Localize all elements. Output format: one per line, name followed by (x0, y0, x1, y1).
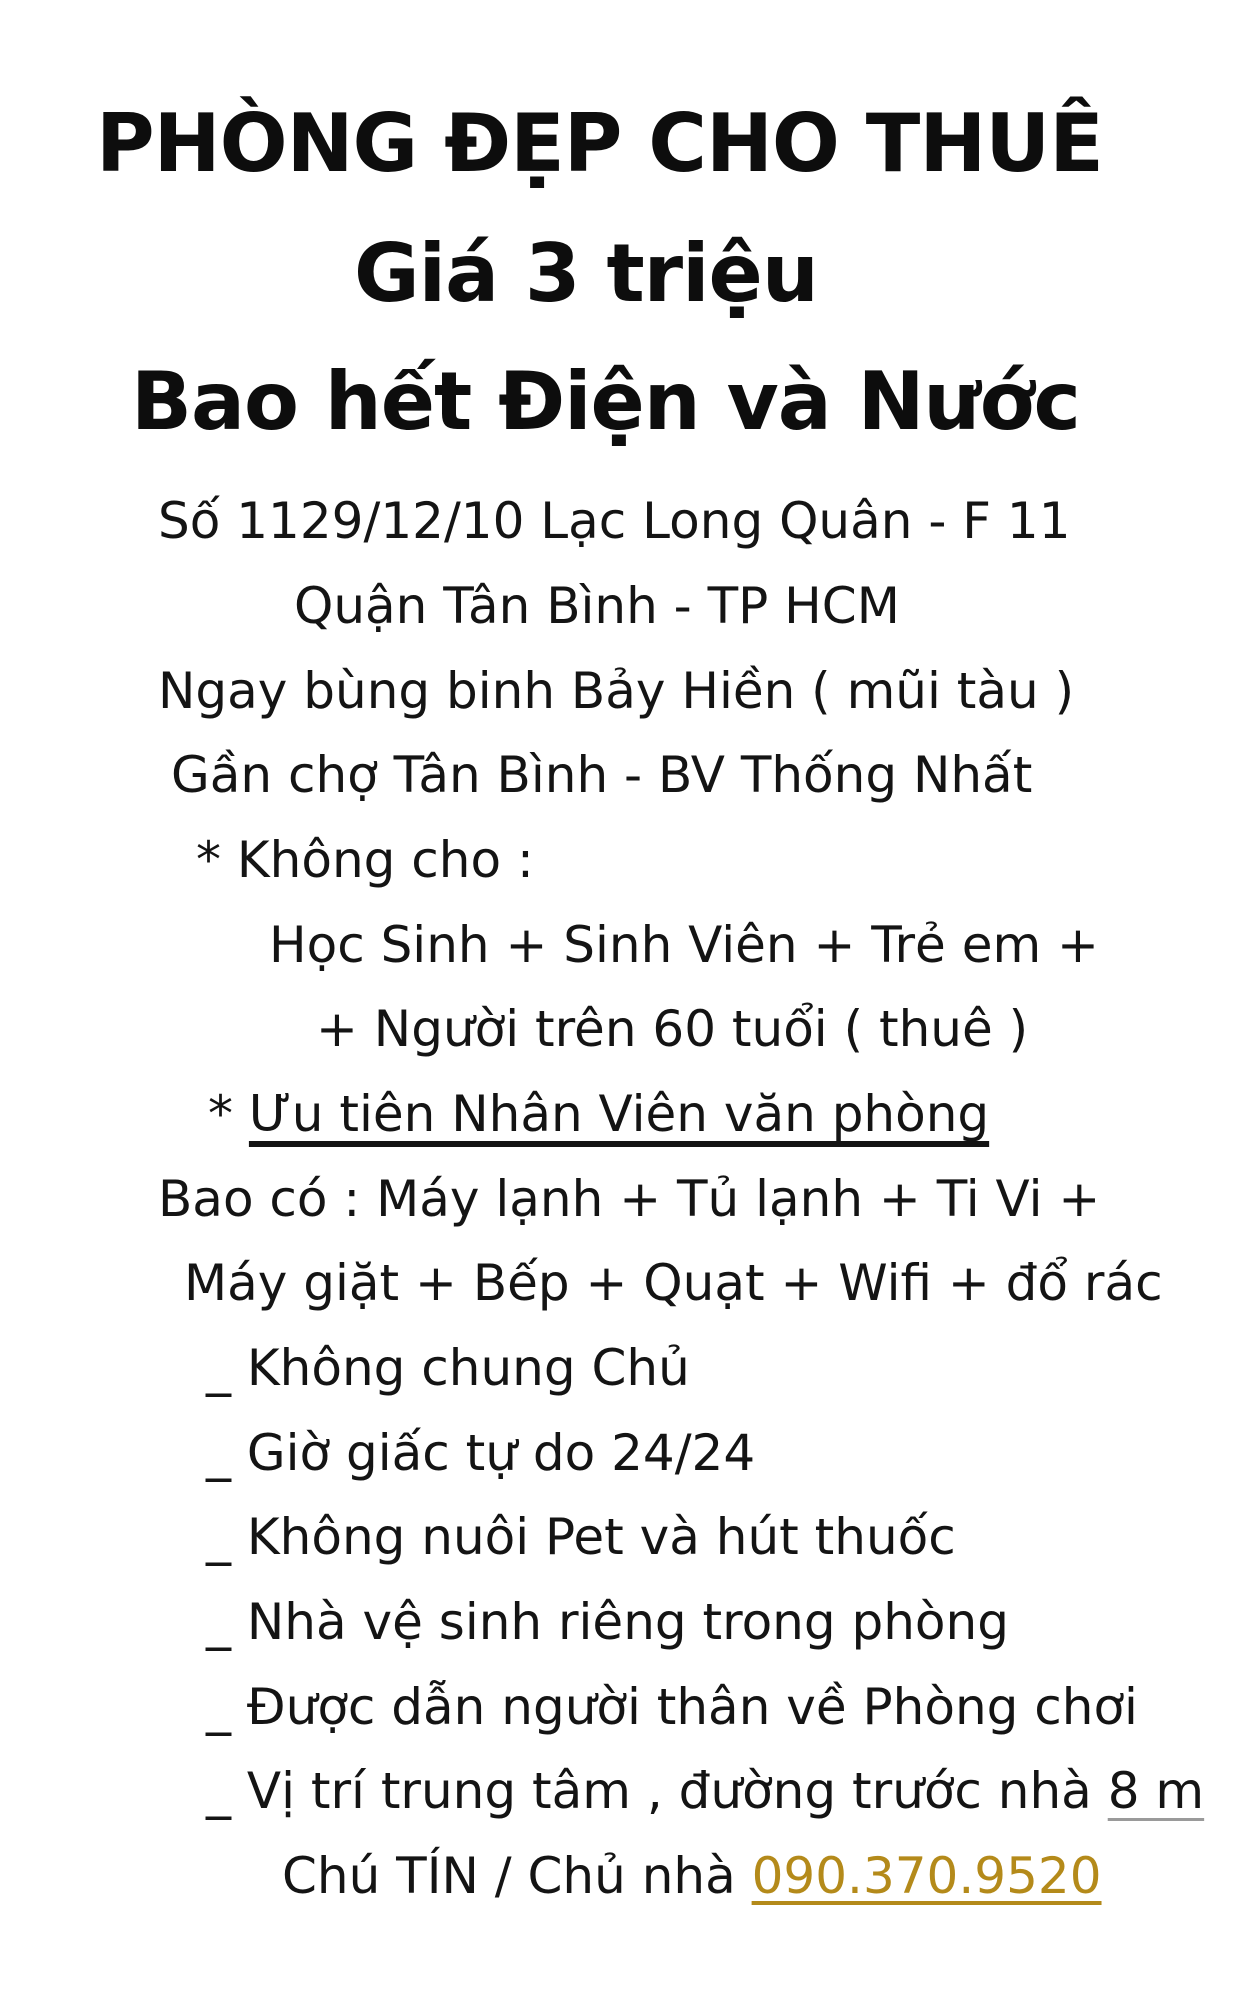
phone-link[interactable]: 090.370.9520 (751, 1847, 1102, 1905)
feature-item: _ Không nuôi Pet và hút thuốc (206, 1508, 956, 1566)
location-feature (206, 1762, 1205, 1820)
address-line-1: Số 1129/12/10 Lạc Long Quân - F 11 (158, 492, 1071, 550)
restrictions-line-1: Học Sinh + Sinh Viên + Trẻ em + (269, 916, 1099, 974)
includes-line-2: Máy giặt + Bếp + Quạt + Wifi + đổ rác (184, 1254, 1163, 1312)
priority-prefix: * (208, 1085, 249, 1143)
feature-item: _ Nhà vệ sinh riêng trong phòng (206, 1593, 1009, 1651)
heading-title: PHÒNG ĐẸP CHO THUÊ (96, 97, 1103, 190)
priority-text: Ưu tiên Nhân Viên văn phòng (248, 1085, 990, 1143)
feature-item: _ Được dẫn người thân về Phòng chơi (206, 1678, 1138, 1736)
road-width: 8 m (1107, 1762, 1205, 1820)
address-line-4: Gần chợ Tân Bình - BV Thống Nhất (171, 746, 1033, 804)
feature-item: _ Giờ giấc tự do 24/24 (206, 1424, 756, 1482)
address-line-3: Ngay bùng binh Bảy Hiền ( mũi tàu ) (158, 662, 1075, 720)
contact-label: Chú TÍN / Chủ nhà (282, 1847, 752, 1905)
contact-line (282, 1847, 1102, 1905)
restrictions-label: * Không cho : (196, 831, 534, 889)
feature-item: _ Không chung Chủ (206, 1339, 690, 1397)
address-line-2: Quận Tân Bình - TP HCM (294, 577, 900, 635)
location-feature-text: _ Vị trí trung tâm , đường trước nhà (206, 1762, 1108, 1820)
restrictions-line-2: + Người trên 60 tuổi ( thuê ) (316, 1000, 1029, 1058)
heading-price: Giá 3 triệu (354, 227, 818, 320)
heading-utilities: Bao hết Điện và Nước (131, 355, 1080, 448)
includes-line-1: Bao có : Máy lạnh + Tủ lạnh + Ti Vi + (158, 1170, 1101, 1228)
priority-line (208, 1085, 990, 1143)
